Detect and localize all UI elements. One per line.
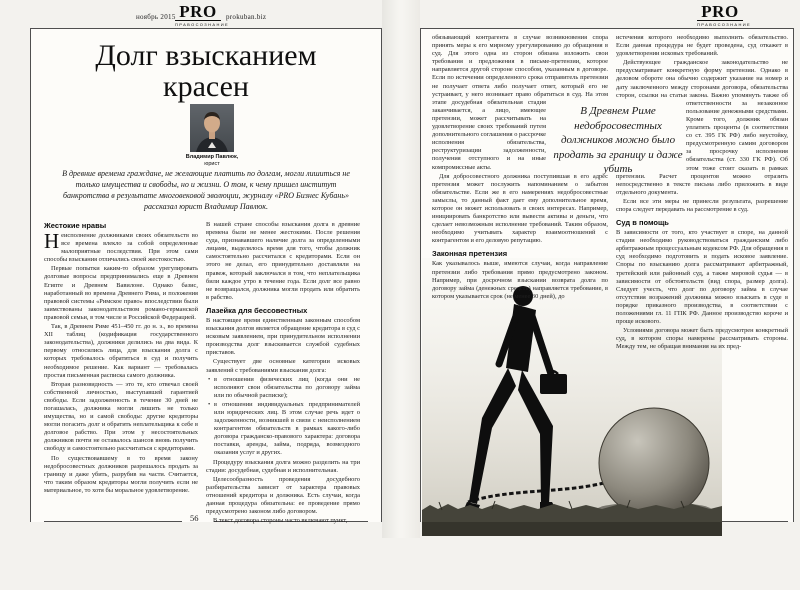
author-name: Владимир Павлюк, [185, 154, 239, 160]
author-photo [190, 104, 234, 152]
ball-cutout [616, 400, 714, 524]
page-number-left: 56 [190, 513, 199, 523]
paragraph: Первые попытки каким-то образом урегулировать долговые вопросы предпринимались еще в Древнем Египте и Древнем Вавилоне. Однако базис, наработанный во времена Древнего Рима, и положения правовой системы «Римское право» впоследствии были заимствованы законодательством романо-германской правовой семьи, в том числе и Российской Федерацией. [44, 265, 198, 321]
paragraph: Так, в Древнем Риме 451–450 гг. до н. э., во времена XII таблиц (кодификация государственного законодательства), должники делились на два вида. К первому относились лица, для взыскания долга с которых требовалось обратиться в суд и получить необходимое решение. Как вариант — требовалась простая письменная расписка самого должника. [44, 323, 198, 379]
paragraph: По существовавшему в то время закону недобросовестных должников разрешалось продать за границу и даже убить, разрубив на части. Считается, что таким образом кредиторы могли получить если не материальное, то хотя бы моральное удовлетворение. [44, 454, 198, 494]
image-cutout [432, 386, 510, 420]
paragraph: Вторая разновидность — это те, кто отвечал своей собственной личностью, выступавшей гарантией свободы. Если задолженность в течение 30 дней не погашалась, должника могли лишить не только имущества, но и самой свободы: другие кредиторы могли погасить долг и обратить неплательщика к себе в долговое рабство. При этом у несостоятельных должников почти не оставалось шансов вновь получить свободу и самостоятельно рассчитаться с кредиторами. [44, 380, 198, 453]
center-fold [382, 0, 420, 538]
article-lede: В древние времена граждане, не желающие платить по долгам, могли лишиться не только имущества и свободы, но и жизни. О том, к чему пришел институт банкротства в результате многовековой эволюции, журналу «PRO Бизнес Кубань» рассказал юрист Владимир Павлюк. [62, 169, 350, 211]
paragraph: Если все эти меры не принесли результата, разрешение спора следует передавать на рассмотрение в суд. [616, 197, 788, 213]
photo-caption [146, 154, 278, 167]
drop-cap: Н [44, 229, 60, 253]
paragraph: истечения которого необходимо выполнить обязательство. Если данная процедура не будет проведена, суд откажет в удовлетворении исковых требований. [616, 34, 788, 58]
paragraph: Неисполнение должниками своих обязательств во все времена влекло за собой определенные малоприятные последствия. При этом сами способы взыскания отличались своей жестокостью. [44, 229, 198, 264]
image-cutout [432, 358, 476, 386]
list-item: • в отношении индивидуальных предпринимателей или юридических лиц. В этом случае речь идет о задолженности, возникшей в связи с неисполнением контрагентом обязательств в рамках какого-либо договора гражданско-правового характера: договора поставки, аренды, займа, подряда, возмездного оказания услуг и других. [206, 401, 360, 458]
logo-title: PRO [697, 3, 743, 21]
paragraph: В текст договора стороны часто включают пункт, [213, 517, 348, 525]
logo-subtitle: ПРАВОСОЗНАНИЕ [175, 22, 230, 27]
logo-title: PRO [175, 3, 221, 21]
paragraph: Процедуру взыскания долга можно разделить на три стадии: досудебная, судебная и исполнительная. [206, 458, 360, 474]
author-role: юрист [204, 160, 220, 167]
section-heading-zakonnaya-pretenziya: Законная претензия [432, 249, 508, 259]
footer-rule [44, 521, 182, 522]
magazine-logo [697, 2, 752, 27]
paragraph: Для добросовестного должника поступившая в его адрес претензия может послужить напоминанием о забытом обязательстве. Если же в его намерениях недобросовестные замыслы, то данный факт дает ему дополнительное время, которое он может использовать в своих интересах. Например, инициировать банкротство или вывести активы и деньги, что сделает невозможным исполнение требований. Таким образом, необходимо учитывать характер взаимоотношений с контрагентом и его деловую репутацию. [432, 172, 608, 245]
list-item: • в отношении физических лиц (когда они не исполняют свои обязательства по договору займа или по обычной расписке); [206, 376, 360, 400]
section-heading-zhestokie-nravy: Жестокие нравы [44, 221, 107, 230]
left-page-column-2 [206, 221, 360, 525]
paragraph: В зависимости от того, кто участвует в споре, на данной стадии необходимо руководствоваться гражданским либо арбитражным процессуальным кодексом РФ. Для обращения в суд необходимо подготовить и подать исковое заявление. Споры по взысканию долга рассматривают арбитражный, третейский или районный суд, а также мировой судья — в зависимости от обстоятельств (вид спора, размер долга). Следует учесть, что долг по договору займа в случае отсутствия возражений должника можно взыскать в суде в порядке приказного производства, в соответствии с положениями гл. 11 ГПК РФ. Данное производство короче и проще искового. [616, 229, 788, 326]
website-url: prokuban.biz [226, 13, 267, 21]
issue-date: ноябрь 2015 [136, 13, 176, 21]
section-heading-lazeyka: Лазейка для бессовестных [206, 305, 308, 315]
section-heading-sud-v-pomosch: Суд в помощь [616, 218, 669, 228]
paragraph: Условиями договора может быть предусмотрен конкретный суд, в котором споры намерены рассматривать стороны. Между тем, не обращая внимания на их пред- [616, 327, 788, 351]
paragraph: В настоящее время единственным законным способом взыскания долгов является обращение кредитора в суд с исковым заявлением, при принудительном исполнении производства долг взыскивается службой судебных приставов. [206, 316, 360, 357]
paragraph: Целесообразность проведения досудебного разбирательства зависит от характера правовых отношений кредитора и должника. Есть случаи, когда данная процедура обязательна: ее проведение прямо предусмотрено законом либо договором. [206, 475, 360, 516]
magazine-logo [175, 2, 230, 27]
paragraph: обязывающий контрагента в случае возникновения спора принять меры к его мирному урегулированию до обращения в суд. Для этого одна из сторон обязана изложить свои требования и предложения в письме-претензии, которое направляется другой стороне способом, указанным в договоре. Если по истечении определенного срока отправитель претензии не получает ответа либо получает ответ, который его не устраивает, у него возникает право обратиться в суд. На этом этапе досудебная обязательная стадия заканчивается, а лицо, имеющее претензии, может рассчитывать на удовлетворение своих требований путем дополнительного соглашения о рассрочке исполнения обязательства, реструктуризации задолженности, получения отступного и на иные компромиссные акты. [432, 34, 608, 171]
pull-quote: В Древнем Риме недобросовестных должников можно было продать за границу и даже убить [553, 105, 683, 175]
paragraph: Существует две основные категории исковых заявлений с требованиями взыскания долга: [206, 358, 360, 374]
paragraph: Как указывалось выше, имеются случаи, когда направление претензии либо требования прямо предусмотрено законом. Например, при досрочном взыскании возврата долга по договору займа (денежных средств) направляется требование, в котором указывается срок (не менее 30 дней), до [432, 260, 608, 300]
logo-subtitle: ПРАВОСОЗНАНИЕ [697, 22, 752, 27]
author-portrait-graphic [190, 104, 234, 152]
paragraph: Действующее гражданское законодательство не предусматривает конкретную форму претензии. Однако в деловом обороте она обычно содержит указание на номер и дату заключенного между сторонами договора, обязательства сторон, ссылки на статьи закона. Важно упомянуть также об ответственности за незаконное пользование денежными средствами. Кроме того, должник обязан уплатить проценты (в соответствии со ст. 395 ГК РФ) либо неустойку, предусмотренную самим договором за просрочку исполнения обязательства (ст. 330 ГК РФ). Об этом тоже стоит сказать в рамках претензии. Расчет процентов можно отразить непосредственно в тексте письма либо приложить в виде отдельного документа. [616, 59, 788, 196]
left-page-column-1 [44, 221, 198, 513]
paragraph: В нашей стране способы взыскания долга в древние времена были не менее жестокими. После решения суда, признававшего наличие долга за определенными лицами, выделялось время для того, чтобы должник самостоятельно рассчитался с кредиторами. Если он этого не делал, его принудительно доставляли на правеж, который заключался в том, что неплательщика били каждое утро в течение года. Если долг все равно не возвращался, должника могли продать или обратить в рабство. [206, 221, 360, 301]
image-cutout [432, 420, 608, 590]
article-title: Долг взысканием красен [95, 39, 317, 103]
